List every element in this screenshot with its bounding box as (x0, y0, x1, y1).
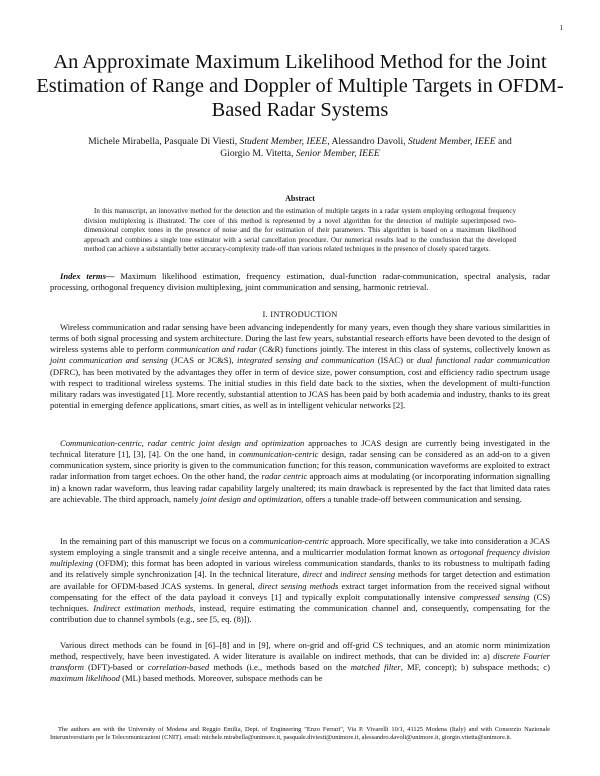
emphasis: compressed sensing (459, 591, 530, 602)
text-run: methods (i.e., methods based on the (209, 662, 351, 673)
body-paragraph (50, 536, 550, 625)
emphasis: communication-centric (249, 536, 329, 546)
section-heading: I. INTRODUCTION (262, 309, 338, 319)
text-run: approach. More specifically, we take into consideration a JCAS system employing a single transmit and a single receive antenna, and a multicarrier modulation format known as (50, 536, 551, 558)
text-run: (DFT)-based or (83, 662, 148, 673)
emphasis: joint design and optimization (200, 493, 302, 504)
emphasis: discrete Fourier transform (50, 651, 550, 673)
emphasis: joint communication and sensing (50, 355, 168, 366)
body-paragraph (50, 438, 550, 505)
paper-title: An Approximate Maximum Likelihood Method for the Joint Estimation of Range and Doppler of Multiple Targets in OFDM-Based Radar Systems (36, 51, 564, 122)
emphasis: matched filter (350, 662, 401, 673)
author-role: Student Member, IEEE (407, 136, 496, 147)
emphasis: indirect sensing (340, 569, 396, 580)
author-text: , Alessandro Davoli, (327, 136, 406, 147)
text-run: methods for target detection and estimation are available for OFDM-based JCAS systems. In general, (50, 569, 550, 591)
text-run: (DFRC), has been motivated by the advantages they offer in term of device size, power consumption, cost and efficiency radio spectrum usage with respect to traditional wireless systems. The initial studies in this field date back to the sixties, when the development of multi-function military radars was investigated [1]. More recently, substantial attention to JCAS has been paid by both academia and industry, thanks to its great potential in emerging defence applications, smart cities, as well as in intelligent vehicular networks [2]. (50, 366, 550, 411)
emphasis: correlation-based (147, 662, 210, 673)
author-footnote: The authors are with the University of Modena and Reggio Emilia, Dept. of Engineering "Enzo Ferrari", Via P. Vivarelli 10/1, 41125 Modena (Italy) and with Consorzio Nazionale Interuniversitario per le Telecomunicazioni (CNIT). email: michele.mirabella@unimore.it, pasquale.diviesti@unimore.it, alessandro.davoli@unimore.it, giorgio.vitetta@unimore.it. (50, 726, 550, 741)
emphasis: communication-centric (238, 449, 319, 460)
text-run: , offers a tunable trade-off between communication and sensing. (301, 493, 522, 504)
page-number: 1 (559, 24, 563, 32)
emphasis: dual functional radar communication (417, 355, 550, 366)
body-paragraph (50, 640, 550, 685)
text-run: extract target information from the received signal without compensating for the effect of the data payload it conveys [1] and typically exploit computationally intensive (50, 580, 550, 602)
author-role: Senior Member, IEEE (295, 148, 380, 160)
emphasis: direct (302, 569, 323, 580)
text-run: , instead, require estimating the communication channel and, consequently, compensating for the contribution due to channel symbols (e.g., see [5, eq. (8)]). (50, 602, 550, 625)
abstract-text: In this manuscript, an innovative method for the detection and the estimation of multiple targets in a radar system employing orthogonal frequency division multiplexing is illustrated. The core of this method is represented by a novel algorithm for the detection of multiple superimposed two-dimensional complex tones in the presence of noise and the for estimation of their parameters. This algorithm is based on a maximum likelihood approach and combines a single tone estimator with a serial cancellation procedure. Our numerical results lead to the conclusion that the developed method can achieve a substantially better accuracy-complexity trade-off than various related techniques in the presence of closely spaced targets. (84, 207, 516, 254)
text-run: design, radar sensing can be considered as an add-on to a given communication system, since priority is given to the communication function; for this reason, communication waveforms are exploited to extract radar information from target echoes. On the other hand, the (50, 449, 550, 482)
author-text: and (498, 136, 512, 147)
author-role: Student Member, IEEE (239, 136, 328, 147)
emphasis: Indirect estimation methods (93, 602, 194, 613)
text-run: approaches to JCAS design are currently being investigated in the technical literature [1], [3], [4]. On the one hand, in (50, 438, 550, 460)
text-run: (ISAC) or (374, 355, 418, 366)
text-run: (OFDM); this format has been adopted in various wireless communication standards, thanks to its robustness to multipath fading and its relatively simple synchronization [4]. In the technical literature, (50, 558, 550, 580)
text-run: (C&R) functions jointly. The interest in this class of systems, collectively known as (256, 344, 550, 355)
text-run: (CS) techniques. (50, 591, 550, 613)
text-run: , MF, concept); b) subspace methods; c) (400, 662, 550, 673)
author-list (40, 136, 560, 161)
body-paragraph (50, 322, 550, 411)
author-text: Michele Mirabella, Pasquale Di Viesti, (88, 136, 238, 147)
index-terms (50, 271, 550, 293)
text-run: Wireless communication and radar sensing have been advancing independently for many years, even though they share various similarities in terms of both signal processing and system architecture. During the last few years, substantial research efforts have been devoted to the design of wireless systems able to perform (50, 322, 550, 355)
emphasis: radar centric (261, 471, 308, 482)
text-run: and (322, 569, 341, 580)
emphasis: maximum likelihood (50, 673, 120, 684)
text-run: Various direct methods can be found in [6]–[8] and in [9], where on-grid and off-grid CS techniques, and an atomic norm minimization method, respectively, have been investigated. A wider literature is available on indirect methods, that can be divided in: a) (50, 640, 550, 662)
text-run: , (141, 438, 148, 448)
text-run: (ML) based methods. Moreover, subspace methods can be (119, 673, 323, 684)
emphasis: communication and radar (166, 344, 257, 355)
emphasis: integrated sensing and communication (237, 355, 375, 366)
emphasis: ortogonal frequency division multiplexing (50, 547, 550, 569)
text-run: (JCAS or JC&S), (167, 355, 238, 366)
text-run: In the remaining part of this manuscript we focus on a (60, 536, 250, 546)
emphasis: direct sensing methods (257, 580, 339, 591)
index-terms-text: Maximum likelihood estimation, frequency estimation, dual-function radar-communication, spectral analysis, radar processing, orthogonal frequency division multiplexing, joint communication and sensing, harmonic retrieval. (50, 271, 550, 292)
text-run: approach aims at modulating (or incorporating information signalling in) a known radar waveform, thus leaving radar capability largely unaltered; its main drawback is represented by the fact that limited data rates are achievable. The third approach, namely (50, 471, 551, 504)
abstract-heading: Abstract (285, 194, 315, 203)
index-terms-label: Index terms— (60, 271, 115, 281)
emphasis: Communication-centric (60, 438, 142, 448)
emphasis: radar centric joint design and optimization (147, 438, 305, 448)
author-text: Giorgio M. Vitetta, (220, 148, 294, 160)
